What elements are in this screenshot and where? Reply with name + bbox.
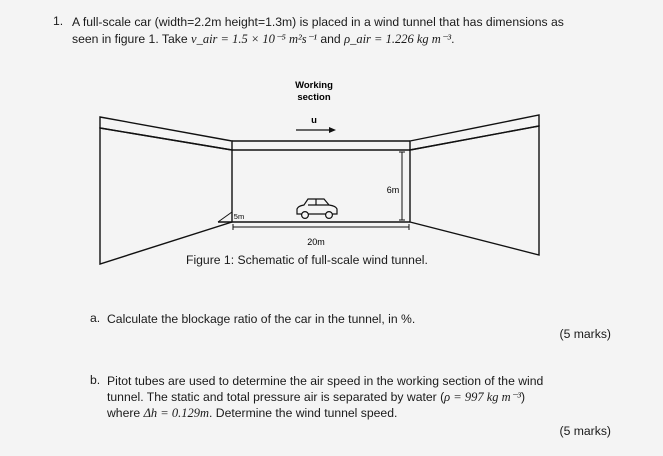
delta-h-formula: Δh = 0.129m bbox=[143, 406, 210, 420]
figure-caption: Figure 1: Schematic of full-scale wind tunnel. bbox=[186, 253, 428, 267]
part-a-text: Calculate the blockage ratio of the car in the tunnel, in %. bbox=[107, 312, 416, 326]
part-b-line-2 bbox=[107, 389, 525, 406]
part-a-marks: (5 marks) bbox=[559, 327, 611, 341]
part-a-letter: a. bbox=[90, 311, 101, 325]
flow-arrow bbox=[296, 127, 336, 133]
length-label: 20m bbox=[307, 237, 325, 247]
flow-velocity-label: u bbox=[311, 115, 317, 126]
car-icon bbox=[297, 199, 337, 218]
part-b-marks: (5 marks) bbox=[559, 424, 611, 438]
length-dimension bbox=[233, 224, 409, 230]
part-b-line-2-suffix: ) bbox=[521, 390, 526, 404]
part-b-line-3-suffix: . Determine the wind tunnel speed. bbox=[209, 406, 398, 420]
depth-label: 5m bbox=[233, 212, 245, 221]
and-word: and bbox=[316, 32, 345, 46]
diffuser-side-wall bbox=[410, 126, 539, 255]
question-line-1: A full-scale car (width=2.2m height=1.3m) is placed in a wind tunnel that has dimensions as bbox=[72, 15, 564, 29]
part-b-line-3 bbox=[107, 405, 397, 422]
working-section-label-2: section bbox=[297, 92, 331, 103]
inlet-side-wall bbox=[100, 128, 232, 264]
nu-air-formula: v_air = 1.5 × 10⁻⁵ m²s⁻¹ bbox=[191, 32, 317, 46]
height-label: 6m bbox=[386, 185, 400, 195]
part-b-line-2-prefix: tunnel. The static and total pressure air is separated by water ( bbox=[107, 390, 445, 404]
floor-depth-edge bbox=[218, 212, 232, 222]
question-line-2-suffix: . bbox=[451, 32, 455, 46]
part-b-line-3-prefix: where bbox=[107, 406, 144, 420]
rho-water-formula: ρ = 997 kg m⁻³ bbox=[444, 390, 521, 404]
diffuser-top-face bbox=[410, 115, 539, 150]
rho-air-formula: ρ_air = 1.226 kg m⁻³ bbox=[344, 32, 452, 46]
part-b-line-1: Pitot tubes are used to determine the air speed in the working section of the wind bbox=[107, 374, 544, 388]
part-b-letter: b. bbox=[90, 373, 101, 387]
inlet-top-face bbox=[100, 117, 232, 150]
working-section-label-1: Working bbox=[295, 80, 333, 91]
question-line-2-prefix: seen in figure 1. Take bbox=[72, 32, 192, 46]
question-number: 1. bbox=[53, 14, 64, 28]
